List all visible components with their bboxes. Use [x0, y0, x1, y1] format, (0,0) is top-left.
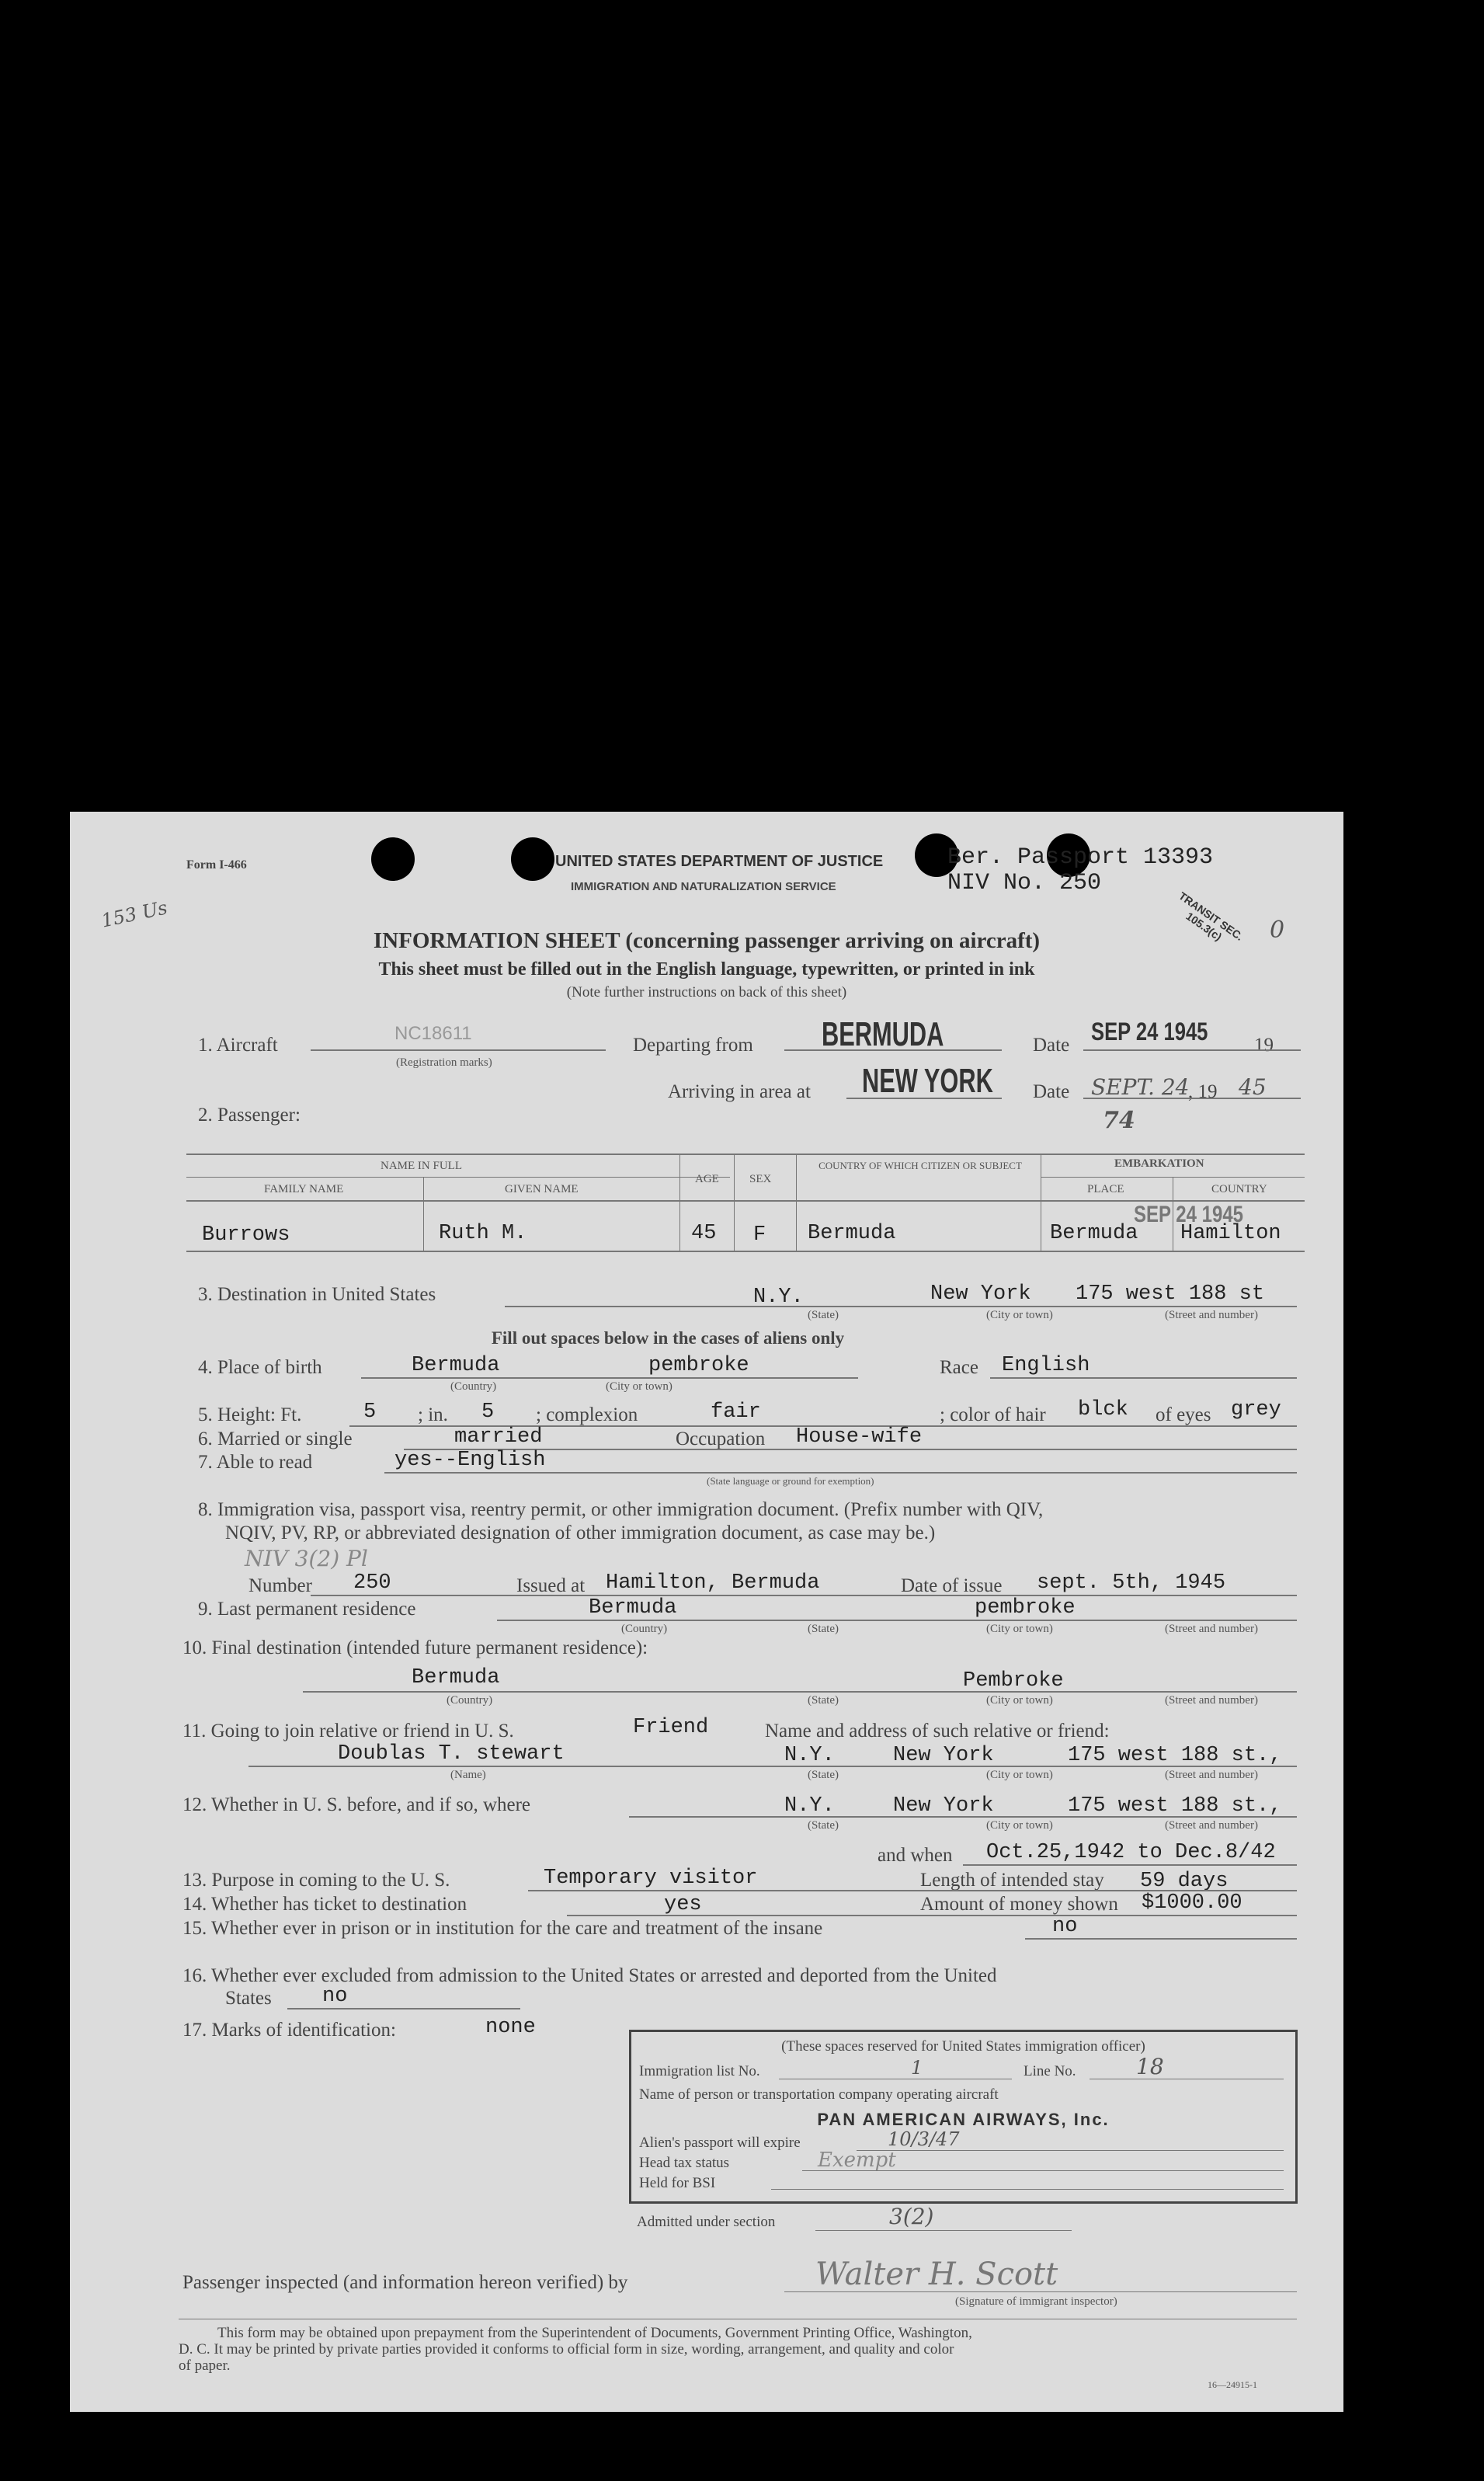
department-name: UNITED STATES DEPARTMENT OF JUSTICE [555, 853, 884, 870]
date-century: 19 [1254, 1035, 1274, 1056]
when-label: and when [878, 1845, 953, 1866]
arrival-date-label: Date [1033, 1081, 1070, 1102]
arrival-year: 45 [1239, 1074, 1267, 1100]
height-inches: 5 [481, 1401, 495, 1424]
previous-state: N.Y. [784, 1794, 835, 1818]
arriving-label: Arriving in area at [668, 1081, 811, 1102]
destination-street: 175 west 188 st [1076, 1282, 1265, 1306]
prison: no [1052, 1915, 1078, 1938]
purpose: Temporary visitor [544, 1867, 758, 1890]
complexion-label: ; complexion [536, 1404, 638, 1425]
race: English [1002, 1354, 1090, 1377]
visa-number: 250 [353, 1571, 391, 1595]
inspected-label: Passenger inspected (and information hereon verified) by [182, 2272, 628, 2293]
list-no-label: Immigration list No. [639, 2063, 760, 2079]
name-in-full-header: NAME IN FULL [381, 1160, 462, 1172]
carrier-stamp: PAN AMERICAN AIRWAYS, Inc. [817, 2110, 1110, 2129]
aircraft-registration: NC18611 [394, 1023, 472, 1044]
visa-number-label: Number [248, 1575, 312, 1596]
previous-street: 175 west 188 st., [1068, 1794, 1282, 1818]
passenger-label: 2. Passenger: [198, 1105, 301, 1126]
identification-marks: none [485, 2016, 536, 2039]
sex: F [753, 1223, 766, 1247]
previous-visit-label: 12. Whether in U. S. before, and if so, where [182, 1794, 531, 1815]
issued-at-label: Issued at [516, 1575, 586, 1596]
arriving-stamp: NEW YORK [862, 1062, 993, 1100]
hair-color: blck [1078, 1398, 1128, 1421]
hair-label: ; color of hair [940, 1404, 1046, 1425]
visa-hand-note: NIV 3(2) Pl [245, 1546, 368, 1571]
embarkation-place: Bermuda [1050, 1222, 1138, 1245]
list-no: 1 [911, 2057, 923, 2079]
admitted-section: 3(2) [889, 2204, 934, 2229]
embarkation-country: Hamilton [1180, 1222, 1281, 1245]
inspector-signature: Walter H. Scott [815, 2257, 1058, 2292]
form-subtitle: This sheet must be filled out in the English language, typewritten, or printed in ink [378, 959, 1035, 980]
punch-hole-middle [511, 837, 554, 881]
sub-state-2: (State) [808, 1623, 839, 1635]
emb-country-header: COUNTRY [1211, 1183, 1267, 1195]
excluded-label: 16. Whether ever excluded from admission to the United States or arrested and deported from the United [182, 1965, 997, 1986]
aliens-note: Fill out spaces below in the cases of aliens only [491, 1328, 845, 1348]
embarkation-header: EMBARKATION [1114, 1157, 1204, 1170]
passport-expire: 10/3/47 [888, 2128, 960, 2150]
visa-label: 8. Immigration visa, passport visa, reentry permit, or other immigration document. (Prefix number with QIV, [198, 1499, 1044, 1520]
excluded: no [322, 1985, 348, 2008]
friend-state: N.Y. [784, 1744, 835, 1767]
citizen-header: COUNTRY OF WHICH CITIZEN OR SUBJECT [818, 1160, 1022, 1171]
name-address-label: Name and address of such relative or friend: [765, 1721, 1110, 1742]
sub-name: (Name) [450, 1769, 486, 1781]
officer-box-title: (These spaces reserved for United States immigration officer) [781, 2038, 1145, 2055]
height-label: 5. Height: Ft. [198, 1404, 302, 1425]
aircraft-label: 1. Aircraft [198, 1035, 278, 1056]
sub-country-2: (Country) [621, 1623, 668, 1635]
embarkation-stamp: SEP 24 1945 [1134, 1202, 1244, 1227]
line-no: 18 [1136, 2054, 1164, 2079]
sub-city-4: (City or town) [986, 1694, 1053, 1707]
occupation-label: Occupation [676, 1428, 766, 1449]
final-destination-city: Pembroke [963, 1669, 1064, 1693]
destination-city: New York [930, 1282, 1031, 1306]
sub-street-2: (Street and number) [1165, 1623, 1258, 1635]
issue-date: sept. 5th, 1945 [1037, 1571, 1226, 1595]
expire-label: Alien's passport will expire [639, 2135, 801, 2151]
birth-country: Bermuda [412, 1354, 500, 1377]
sub-country-3: (Country) [447, 1694, 493, 1707]
sub-city-3: (City or town) [986, 1623, 1053, 1635]
tax-label: Head tax status [639, 2155, 730, 2171]
departing-date-stamp: SEP 24 1945 [1091, 1018, 1208, 1046]
sub-city-2: (City or town) [606, 1380, 672, 1393]
sub-city: (City or town) [986, 1309, 1053, 1321]
footer-code: 16—24915-1 [1208, 2379, 1257, 2390]
read-sublabel: (State language or ground for exemption) [707, 1475, 874, 1487]
family-name: Burrows [202, 1223, 290, 1247]
given-name-header: GIVEN NAME [505, 1183, 579, 1195]
admitted-label: Admitted under section [637, 2214, 776, 2230]
given-name: Ruth M. [439, 1222, 527, 1245]
sub-street-4: (Street and number) [1165, 1769, 1258, 1781]
niv-number: NIV No. 250 [947, 870, 1102, 896]
bsi-label: Held for BSI [639, 2175, 716, 2191]
issued-at: Hamilton, Bermuda [606, 1571, 820, 1595]
friend-city: New York [893, 1744, 994, 1767]
emb-place-header: PLACE [1087, 1183, 1124, 1195]
footer-text-3: of paper. [179, 2357, 231, 2374]
sex-header: SEX [749, 1173, 772, 1185]
visa-label-2: NQIV, PV, RP, or abbreviated designation of other immigration document, as case may be.) [225, 1522, 936, 1543]
eyes-label: of eyes [1156, 1404, 1211, 1425]
departing-stamp: BERMUDA [822, 1015, 944, 1053]
line-no-label: Line No. [1024, 2063, 1076, 2079]
stay-length: 59 days [1140, 1870, 1229, 1893]
residence-label: 9. Last permanent residence [198, 1599, 416, 1620]
departing-label: Departing from [633, 1035, 753, 1056]
head-tax-status: Exempt [818, 2149, 896, 2172]
final-destination-country: Bermuda [412, 1666, 500, 1689]
prison-label: 15. Whether ever in prison or in institution for the care and treatment of the insane [182, 1918, 823, 1939]
stay-label: Length of intended stay [920, 1870, 1104, 1891]
destination-label: 3. Destination in United States [198, 1284, 436, 1305]
join-relation: Friend [633, 1716, 709, 1739]
birth-city: pembroke [648, 1354, 749, 1377]
carrier-label: Name of person or transportation company operating aircraft [639, 2086, 999, 2103]
age-header: AGE [695, 1173, 719, 1185]
height-inches-label: ; in. [418, 1404, 448, 1425]
issue-date-label: Date of issue [901, 1575, 1003, 1596]
signature-sublabel: (Signature of immigrant inspector) [955, 2295, 1117, 2308]
sub-state: (State) [808, 1309, 839, 1321]
excluded-label-2: States [225, 1988, 272, 2009]
form-note: (Note further instructions on back of this sheet) [566, 984, 847, 1000]
residence-city: pembroke [975, 1596, 1076, 1620]
race-label: Race [940, 1357, 978, 1378]
occupation: House-wife [796, 1425, 923, 1449]
footer-text-1: This form may be obtained upon prepayment from the Superintendent of Documents, Government Printing Office, Washington, [217, 2325, 972, 2341]
service-name: IMMIGRATION AND NATURALIZATION SERVICE [571, 880, 836, 893]
officer-box [629, 2030, 1298, 2204]
previous-city: New York [893, 1794, 994, 1818]
read-ability: yes--English [394, 1449, 546, 1472]
sub-street: (Street and number) [1165, 1309, 1258, 1321]
punch-hole-left [371, 837, 415, 881]
margin-note: 153 Us [99, 896, 169, 932]
previous-when: Oct.25,1942 to Dec.8/42 [986, 1841, 1276, 1864]
sub-state-5: (State) [808, 1819, 839, 1832]
footer-text-2: D. C. It may be printed by private parties provided it conforms to official form in size, wording, arrangement, and quality and color [179, 2341, 954, 2357]
money-shown: $1000.00 [1142, 1891, 1242, 1915]
registration-sublabel: (Registration marks) [396, 1056, 492, 1069]
transit-mark: 0 [1270, 917, 1285, 944]
destination-state: N.Y. [753, 1286, 804, 1309]
sub-street-3: (Street and number) [1165, 1694, 1258, 1707]
residence-country: Bermuda [589, 1596, 677, 1620]
marital-label: 6. Married or single [198, 1428, 353, 1449]
arrival-date: SEPT. 24 [1091, 1074, 1190, 1100]
age: 45 [691, 1222, 717, 1245]
complexion: fair [711, 1401, 761, 1424]
form-number: Form I-466 [186, 858, 247, 872]
flight-number: 74 [1103, 1107, 1135, 1134]
sub-city-6: (City or town) [986, 1819, 1053, 1832]
birthplace-label: 4. Place of birth [198, 1357, 322, 1378]
money-label: Amount of money shown [920, 1894, 1118, 1915]
join-label: 11. Going to join relative or friend in U. S. [182, 1721, 514, 1742]
marital-status: married [454, 1425, 543, 1449]
citizenship: Bermuda [808, 1222, 896, 1245]
transit-stamp: TRANSIT SEC. 105.3(c) [1176, 889, 1246, 944]
date-label: Date [1033, 1035, 1070, 1056]
sub-street-5: (Street and number) [1165, 1819, 1258, 1832]
family-name-header: FAMILY NAME [264, 1183, 344, 1195]
information-sheet [70, 812, 1343, 2412]
final-destination-label: 10. Final destination (intended future permanent residence): [182, 1637, 648, 1658]
friend-name: Doublas T. stewart [338, 1742, 565, 1766]
arrival-century: , 19 [1188, 1081, 1218, 1102]
marks-label: 17. Marks of identification: [182, 2020, 396, 2041]
ticket-label: 14. Whether has ticket to destination [182, 1894, 467, 1915]
sub-state-3: (State) [808, 1694, 839, 1707]
sub-state-4: (State) [808, 1769, 839, 1781]
height-feet: 5 [363, 1401, 377, 1424]
ticket: yes [664, 1893, 702, 1916]
form-title: INFORMATION SHEET (concerning passenger arriving on aircraft) [373, 928, 1041, 953]
passport-number: Ber. Passport 13393 [947, 844, 1214, 871]
sub-city-5: (City or town) [986, 1769, 1053, 1781]
read-label: 7. Able to read [198, 1452, 313, 1473]
purpose-label: 13. Purpose in coming to the U. S. [182, 1870, 450, 1891]
sub-country: (Country) [450, 1380, 497, 1393]
eye-color: grey [1231, 1398, 1281, 1421]
friend-street: 175 west 188 st., [1068, 1744, 1282, 1767]
